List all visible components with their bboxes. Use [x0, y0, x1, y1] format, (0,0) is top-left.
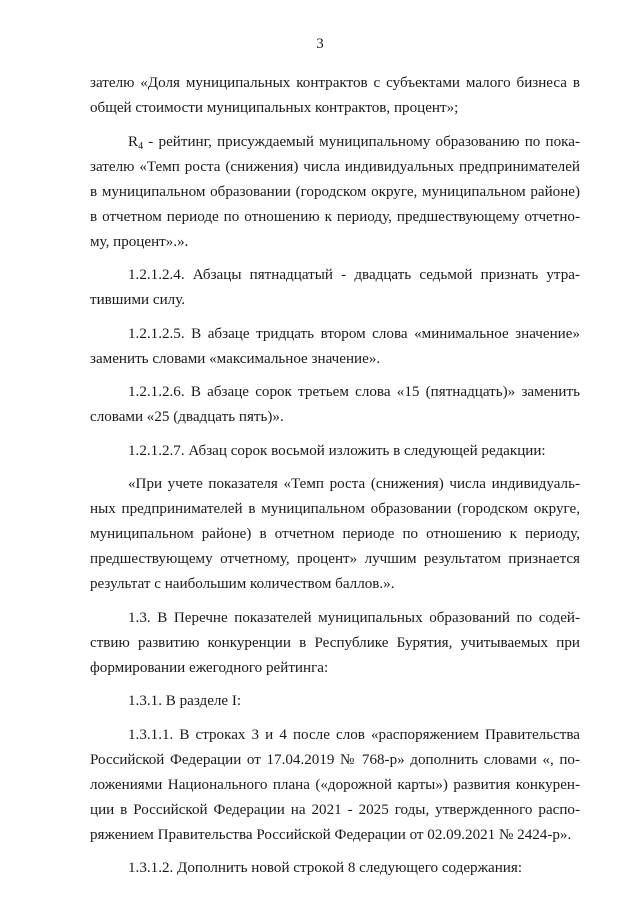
text-line: ции в Российской Федерации на 2021 - 2025 годы, утвержденного распо- — [90, 801, 580, 818]
text-line: ных предпринимателей в муниципальном образовании (городском округе, — [90, 501, 580, 517]
rating-subscript: 4 — [138, 140, 144, 152]
text-line: 1.3.1.1. В строках 3 и 4 после слов «распоряжением Правительства — [128, 726, 580, 743]
paragraph — [90, 439, 580, 464]
text-line: 1.3.1.2. Дополнить новой строкой 8 следующего содержания: — [128, 860, 523, 876]
text-line: 1.3. В Перечне показателей муниципальных образований по содей- — [128, 609, 580, 626]
text-line: 1.2.1.2.5. В абзаце тридцать втором слова «минимальное значение» — [128, 325, 580, 342]
text-line: ствию развитию конкуренции в Республике Бурятия, учитываемых при — [90, 634, 580, 651]
paragraph — [90, 723, 580, 848]
text-line: муниципальном районе) в отчетном периоде по отношению к периоду, — [90, 526, 580, 542]
text-line: в муниципальном образовании (городском округе, муниципальном районе) — [90, 183, 580, 200]
text-line: тившими силу. — [90, 292, 186, 308]
text-line: му, процент».». — [90, 233, 189, 250]
document-body — [90, 71, 580, 890]
paragraph — [90, 380, 580, 430]
paragraph — [90, 606, 580, 681]
text-line: зателю «Темп роста (снижения) числа индивидуальных предпринимателей — [90, 158, 580, 175]
text-line: Российской Федерации от 17.04.2019 № 768-р» дополнить словами «, по- — [90, 751, 580, 768]
text-line: заменить словами «максимальное значение». — [90, 350, 381, 367]
text-line — [90, 130, 580, 155]
text-line: общей стоимости муниципальных контрактов, процент»; — [90, 100, 459, 116]
text-line: ряжением Правительства Российской Федерации от 02.09.2021 № 2424-р». — [90, 826, 572, 843]
text-line: 1.2.1.2.6. В абзаце сорок третьем слова «15 (пятнадцать)» заменить — [128, 384, 580, 400]
paragraph — [90, 856, 580, 881]
text-line: ложениями Национального плана («дорожной карты») развития конкурен- — [90, 776, 580, 793]
rating-symbol: R — [128, 133, 139, 150]
text-line: 1.2.1.2.7. Абзац сорок восьмой изложить в следующей редакции: — [128, 442, 546, 459]
text-line: 1.2.1.2.4. Абзацы пятнадцатый - двадцать седьмой признать утра- — [128, 267, 580, 283]
paragraph — [90, 472, 580, 597]
text-line: зателю «Доля муниципальных контрактов с субъектами малого бизнеса в — [90, 75, 580, 91]
text-line: формировании ежегодного рейтинга: — [90, 659, 329, 676]
paragraph — [90, 71, 580, 121]
page-number: 3 — [316, 36, 324, 52]
text-line: словами «25 (двадцать пять)». — [90, 409, 284, 425]
text-line: «При учете показателя «Темп роста (снижения) числа индивидуаль- — [128, 476, 580, 492]
text-line: результат с наибольшим количеством баллов.». — [90, 576, 395, 592]
paragraph — [90, 130, 580, 255]
text-line: 1.3.1. В разделе I: — [128, 693, 242, 709]
paragraph — [90, 689, 580, 714]
paragraph — [90, 263, 580, 313]
line-text: - рейтинг, присуждаемый муниципальному образованию по пока- — [143, 133, 580, 150]
text-line: в отчетном периоде по отношению к периоду, предшествующему отчетно- — [90, 208, 580, 225]
paragraph — [90, 322, 580, 372]
text-line: предшествующему отчетному, процент» лучшим результатом признается — [90, 551, 580, 567]
